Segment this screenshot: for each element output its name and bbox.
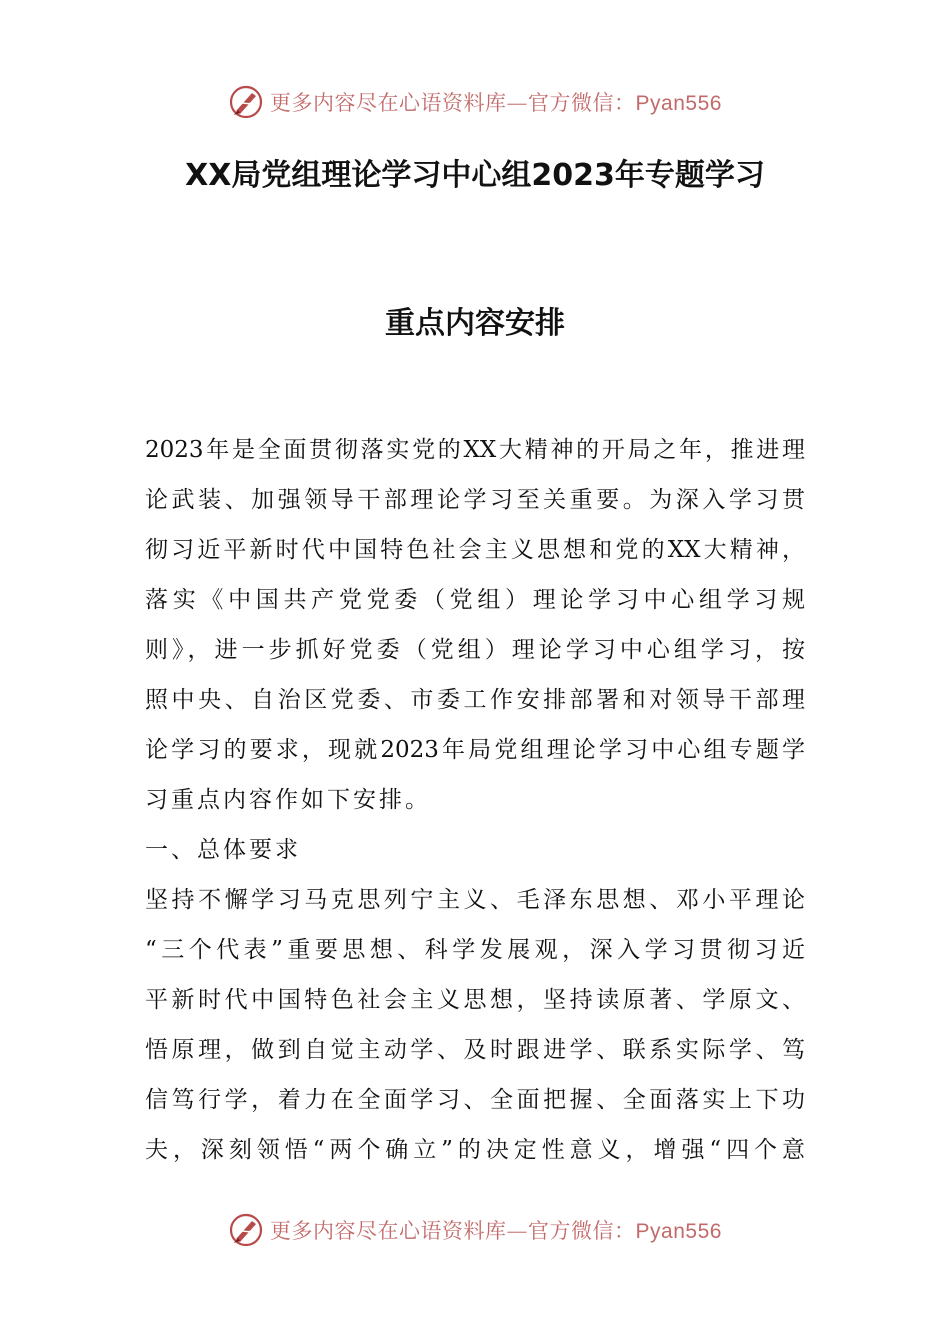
body-line: “三个代表”重要思想、科学发展观，深入学习贯彻习近 (145, 937, 805, 963)
watermark-text (270, 87, 722, 117)
body-line: 照中央、自治区党委、市委工作安排部署和对领导干部理 (145, 687, 805, 713)
body-line: 习重点内容作如下安排。 (145, 787, 431, 813)
watermark-wechat-id: Pyan556 (635, 1220, 722, 1243)
body-line: 论武装、加强领导干部理论学习至关重要。为深入学习贯 (145, 487, 805, 513)
body-line: 信笃行学，着力在全面学习、全面把握、全面落实上下功 (145, 1087, 805, 1113)
body-line: 夫，深刻领悟“两个确立”的决定性意义，增强“四个意 (145, 1137, 805, 1163)
watermark-main: 更多内容尽在心语资料库 (270, 91, 507, 115)
pen-logo-icon (228, 1212, 264, 1248)
body-line: 2023年是全面贯彻落实党的XX大精神的开局之年，推进理 (145, 437, 805, 463)
body-line: 论学习的要求，现就2023年局党组理论学习中心组专题学 (145, 737, 805, 763)
watermark-wechat-label: 官方微信： (528, 91, 636, 115)
body-line: 悟原理，做到自觉主动学、及时跟进学、联系实际学、笃 (145, 1037, 805, 1063)
section-heading: 一、总体要求 (145, 837, 301, 863)
watermark-text (270, 1215, 722, 1245)
document-title-line-2: 重点内容安排 (385, 306, 565, 341)
watermark-wechat-label: 官方微信： (528, 1219, 636, 1243)
watermark-wechat-id: Pyan556 (635, 92, 722, 115)
body-line: 则》，进一步抓好党委（党组）理论学习中心组学习，按 (145, 637, 805, 663)
body-line: 平新时代中国特色社会主义思想，坚持读原著、学原文、 (145, 987, 805, 1013)
document-title-line-1: XX局党组理论学习中心组2023年专题学习 (185, 158, 765, 193)
watermark-separator: — (506, 91, 529, 115)
footer-watermark-banner (0, 1210, 950, 1250)
watermark-separator: — (506, 1219, 529, 1243)
watermark-main: 更多内容尽在心语资料库 (270, 1219, 507, 1243)
body-line: 彻习近平新时代中国特色社会主义思想和党的XX大精神， (145, 537, 805, 563)
pen-logo-icon (228, 84, 264, 120)
header-watermark-banner (0, 82, 950, 122)
body-line: 坚持不懈学习马克思列宁主义、毛泽东思想、邓小平理论 (145, 887, 805, 913)
document-body (145, 425, 805, 1175)
body-line: 落实《中国共产党党委（党组）理论学习中心组学习规 (145, 587, 805, 613)
